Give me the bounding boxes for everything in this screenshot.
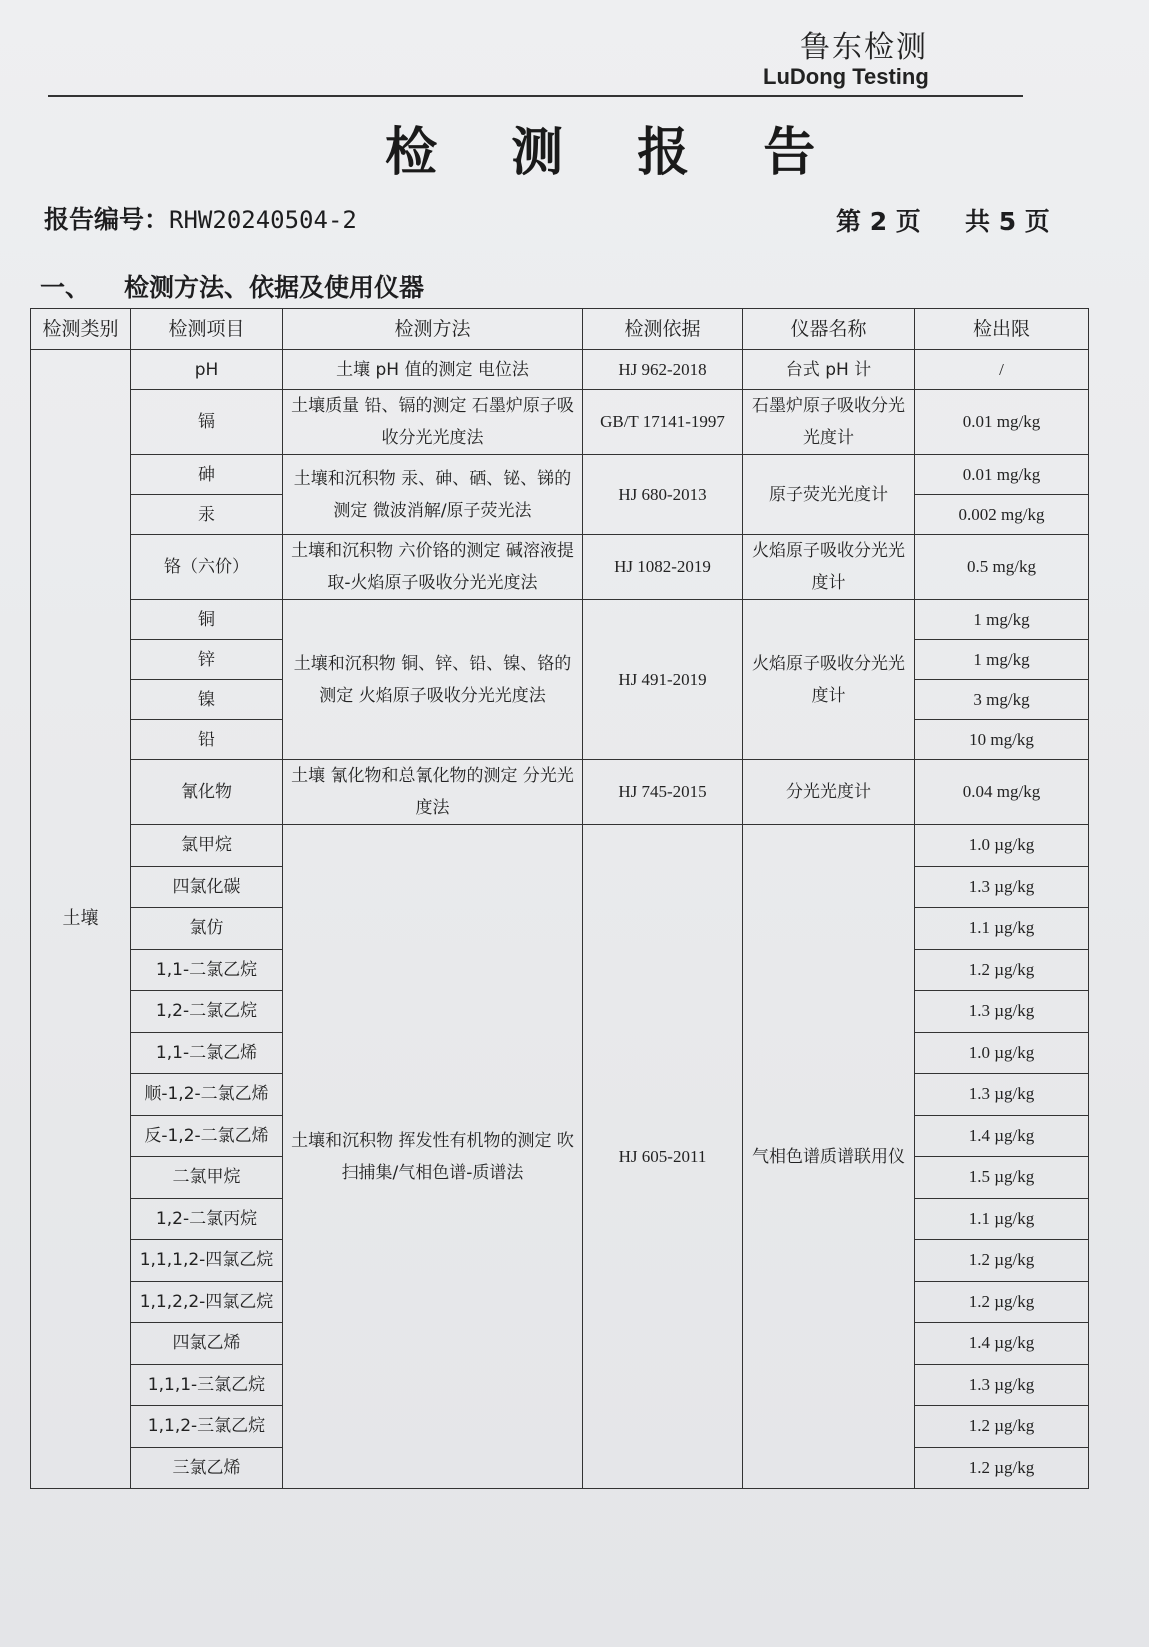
item-cell: 1,1,2-三氯乙烷 — [131, 1406, 283, 1448]
instrument-cell — [743, 390, 915, 455]
col-header-basis: 检测依据 — [583, 309, 743, 350]
method-text: 土壤 pH 值的测定 电位法 — [336, 359, 529, 380]
method-text: 土壤和沉积物 六价铬的测定 碱溶液提取-火焰原子吸收分光光度法 — [291, 541, 574, 593]
item-cell: 砷 — [131, 455, 283, 495]
instrument-cell — [743, 600, 915, 760]
item-cell: 氯甲烷 — [131, 825, 283, 867]
limit-cell: 1 mg/kg — [915, 600, 1089, 640]
basis-cell: HJ 680-2013 — [583, 455, 743, 535]
limit-cell: 1.2 µg/kg — [915, 1406, 1089, 1448]
section-title: 检测方法、依据及使用仪器 — [124, 273, 425, 302]
instrument-text: 石墨炉原子吸收分光光度计 — [752, 396, 905, 448]
item-cell: 镉 — [131, 390, 283, 455]
method-text: 土壤和沉积物 铜、锌、铅、镍、铬的测定 火焰原子吸收分光光度法 — [293, 653, 572, 706]
basis-cell: HJ 962-2018 — [583, 350, 743, 390]
method-text: 土壤和沉积物 挥发性有机物的测定 吹扫捕集/气相色谱-质谱法 — [291, 1130, 574, 1183]
method-cell — [283, 350, 583, 390]
item-cell: 氰化物 — [131, 760, 283, 825]
instrument-text: 火焰原子吸收分光光度计 — [752, 653, 905, 706]
limit-cell: 1.0 µg/kg — [915, 1032, 1089, 1074]
item-cell: 氯仿 — [131, 908, 283, 950]
method-text: 土壤质量 铅、镉的测定 石墨炉原子吸收分光光度法 — [291, 396, 574, 448]
report-number-value: RHW20240504-2 — [169, 206, 357, 234]
limit-cell: 1.3 µg/kg — [915, 991, 1089, 1033]
limit-cell: 1 mg/kg — [915, 640, 1089, 680]
basis-cell: HJ 1082-2019 — [583, 535, 743, 600]
document-title: 检 测 报 告 — [385, 122, 844, 183]
table-row — [31, 350, 1089, 390]
table-row — [31, 390, 1089, 455]
item-cell: 二氯甲烷 — [131, 1157, 283, 1199]
item-cell: 汞 — [131, 495, 283, 535]
instrument-cell — [743, 825, 915, 1489]
basis-cell: GB/T 17141-1997 — [583, 390, 743, 455]
limit-cell: 0.01 mg/kg — [915, 390, 1089, 455]
header-divider — [48, 95, 1023, 97]
table-row — [31, 455, 1089, 495]
item-cell: 三氯乙烯 — [131, 1447, 283, 1489]
table-row — [31, 600, 1089, 640]
item-cell: 镍 — [131, 680, 283, 720]
report-number — [44, 200, 357, 236]
table-body — [31, 350, 1089, 1489]
method-cell — [283, 825, 583, 1489]
instrument-text: 分光光度计 — [786, 782, 871, 802]
page-number: 第 2 页 — [836, 207, 921, 236]
table-row — [31, 825, 1089, 867]
instrument-cell — [743, 535, 915, 600]
limit-cell: 1.4 µg/kg — [915, 1115, 1089, 1157]
limit-cell: 3 mg/kg — [915, 680, 1089, 720]
item-cell: 1,2-二氯乙烷 — [131, 991, 283, 1033]
instrument-text: 台式 pH 计 — [785, 359, 872, 380]
brand-name-cn: 鲁东检测 — [800, 30, 928, 65]
item-cell: 铬（六价） — [131, 535, 283, 600]
section-number: 一、 — [40, 273, 91, 302]
col-header-category: 检测类别 — [31, 309, 131, 350]
method-cell — [283, 760, 583, 825]
limit-cell: 1.2 µg/kg — [915, 1240, 1089, 1282]
item-cell: 顺-1,2-二氯乙烯 — [131, 1074, 283, 1116]
limit-cell: 1.3 µg/kg — [915, 1074, 1089, 1116]
method-cell — [283, 390, 583, 455]
basis-cell: HJ 745-2015 — [583, 760, 743, 825]
method-text: 土壤 氰化物和总氰化物的测定 分光光度法 — [291, 766, 574, 818]
item-cell: 1,1,2,2-四氯乙烷 — [131, 1281, 283, 1323]
instrument-text: 火焰原子吸收分光光度计 — [752, 541, 905, 593]
item-cell: 反-1,2-二氯乙烯 — [131, 1115, 283, 1157]
limit-cell: 1.4 µg/kg — [915, 1323, 1089, 1365]
col-header-item: 检测项目 — [131, 309, 283, 350]
methods-table — [30, 308, 1089, 1489]
table-header-row — [31, 309, 1089, 350]
limit-cell: 0.04 mg/kg — [915, 760, 1089, 825]
category-cell: 土壤 — [31, 350, 131, 1489]
page-total: 共 5 页 — [965, 207, 1050, 236]
limit-cell: 1.5 µg/kg — [915, 1157, 1089, 1199]
method-cell — [283, 600, 583, 760]
basis-cell: HJ 605-2011 — [583, 825, 743, 1489]
limit-cell: 1.2 µg/kg — [915, 1281, 1089, 1323]
item-cell: 四氯化碳 — [131, 866, 283, 908]
brand-name-en: LuDong Testing — [763, 64, 929, 89]
basis-cell: HJ 491-2019 — [583, 600, 743, 760]
limit-cell: 1.1 µg/kg — [915, 1198, 1089, 1240]
table-row — [31, 760, 1089, 825]
item-cell: 铅 — [131, 720, 283, 760]
instrument-cell — [743, 760, 915, 825]
item-cell: 1,1,1-三氯乙烷 — [131, 1364, 283, 1406]
instrument-text: 原子荧光光度计 — [769, 484, 888, 505]
limit-cell: 10 mg/kg — [915, 720, 1089, 760]
instrument-cell — [743, 350, 915, 390]
limit-cell: 1.3 µg/kg — [915, 866, 1089, 908]
limit-cell: 0.002 mg/kg — [915, 495, 1089, 535]
item-cell: 1,1-二氯乙烷 — [131, 949, 283, 991]
instrument-text: 气相色谱质谱联用仪 — [752, 1146, 905, 1167]
method-text: 土壤和沉积物 汞、砷、硒、铋、锑的测定 微波消解/原子荧光法 — [293, 468, 572, 521]
section-heading — [40, 268, 424, 304]
limit-cell: 1.2 µg/kg — [915, 949, 1089, 991]
item-cell: 1,1,1,2-四氯乙烷 — [131, 1240, 283, 1282]
table-row — [31, 535, 1089, 600]
col-header-limit: 检出限 — [915, 309, 1089, 350]
limit-cell: 1.3 µg/kg — [915, 1364, 1089, 1406]
instrument-cell — [743, 455, 915, 535]
limit-cell: 1.1 µg/kg — [915, 908, 1089, 950]
limit-cell: 0.5 mg/kg — [915, 535, 1089, 600]
item-cell: 铜 — [131, 600, 283, 640]
item-cell: 四氯乙烯 — [131, 1323, 283, 1365]
col-header-method: 检测方法 — [283, 309, 583, 350]
limit-cell: 1.2 µg/kg — [915, 1447, 1089, 1489]
limit-cell: 1.0 µg/kg — [915, 825, 1089, 867]
report-number-label: 报告编号： — [44, 205, 170, 234]
item-cell: pH — [131, 350, 283, 390]
method-cell — [283, 455, 583, 535]
method-cell — [283, 535, 583, 600]
limit-cell: 0.01 mg/kg — [915, 455, 1089, 495]
item-cell: 1,1-二氯乙烯 — [131, 1032, 283, 1074]
item-cell: 1,2-二氯丙烷 — [131, 1198, 283, 1240]
col-header-instrument: 仪器名称 — [743, 309, 915, 350]
item-cell: 锌 — [131, 640, 283, 680]
limit-cell: / — [915, 350, 1089, 390]
